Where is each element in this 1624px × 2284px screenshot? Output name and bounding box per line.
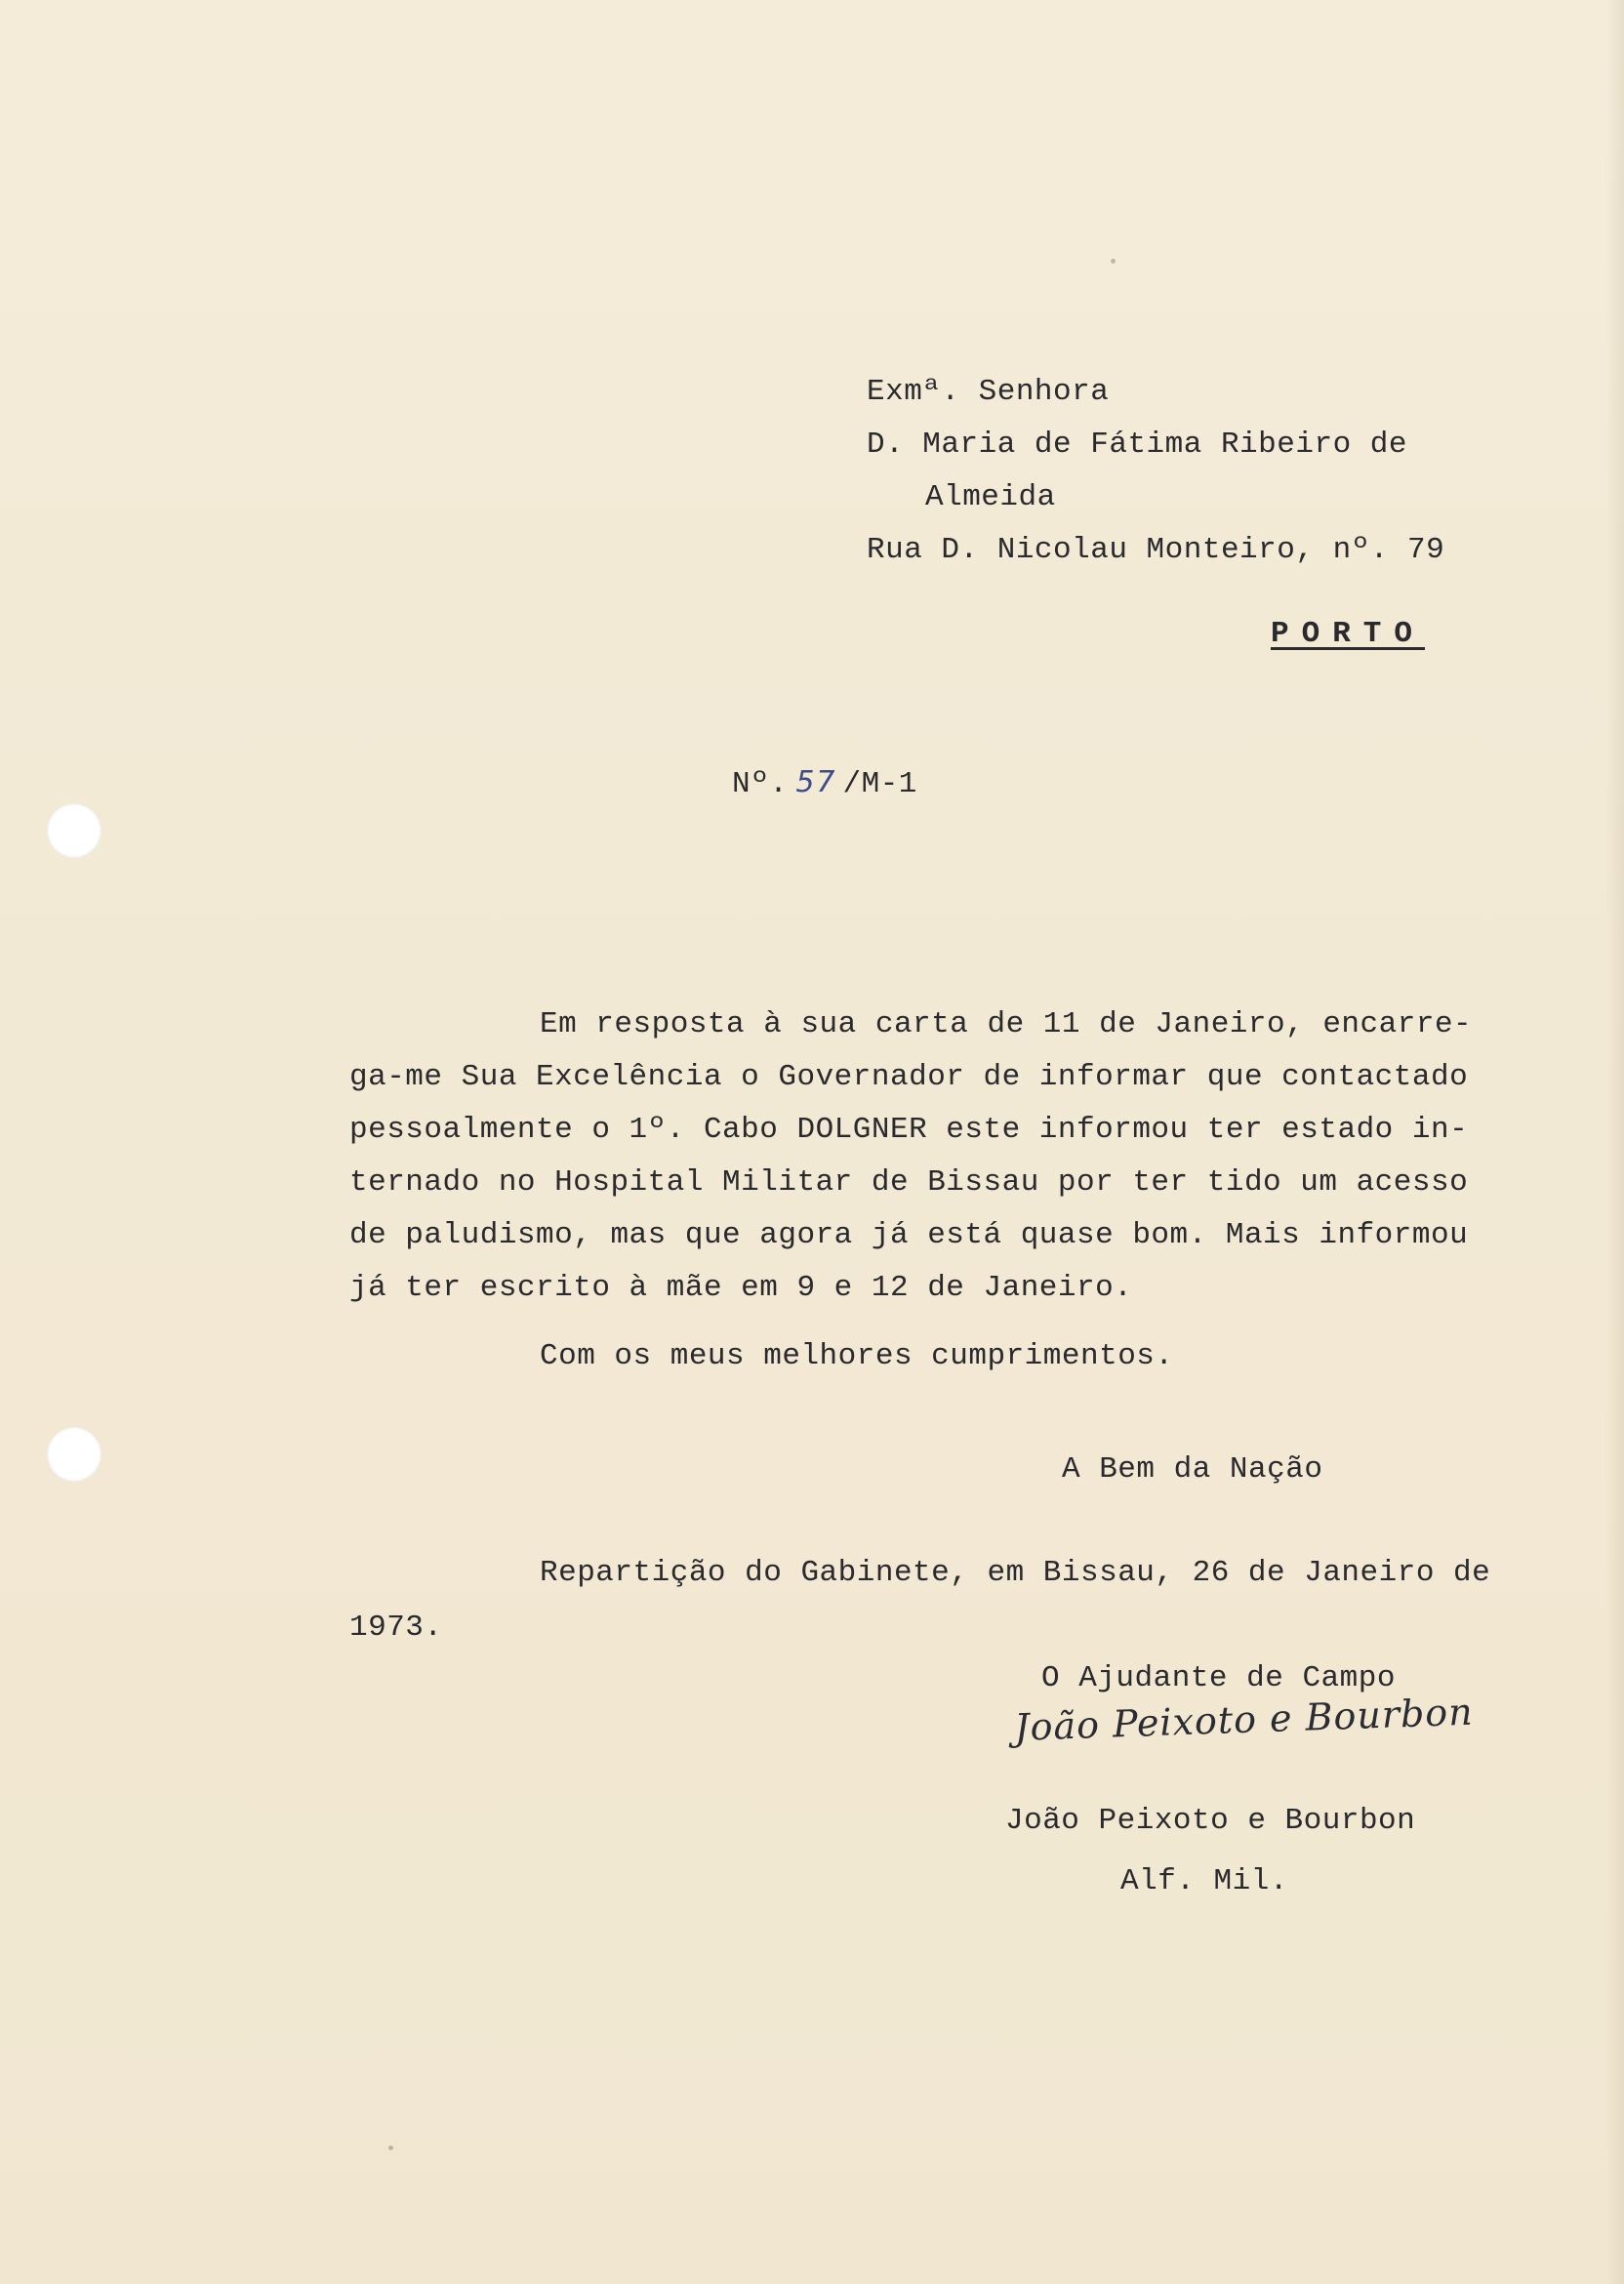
paper-speck xyxy=(388,2145,393,2150)
reference-prefix: Nº. xyxy=(732,767,789,801)
body-line: de paludismo, mas que agora já está quase bom. Mais informou xyxy=(349,1218,1469,1252)
signatory-rank: Alf. Mil. xyxy=(1120,1864,1288,1898)
salute-line: A Bem da Nação xyxy=(1062,1452,1323,1487)
signatory-name: João Peixoto e Bourbon xyxy=(1005,1804,1416,1838)
reference-suffix: /M-1 xyxy=(842,767,917,801)
page-edge-shadow xyxy=(1606,0,1624,2284)
body-line: pessoalmente o 1º. Cabo DOLGNER este informou ter estado in- xyxy=(349,1113,1469,1147)
recipient-street: Rua D. Nicolau Monteiro, nº. 79 xyxy=(867,533,1445,567)
recipient-name-line-1: D. Maria de Fátima Ribeiro de xyxy=(867,428,1407,462)
body-line: ternado no Hospital Militar de Bissau por ter tido um acesso xyxy=(349,1165,1469,1200)
place-date-year: 1973. xyxy=(349,1611,443,1645)
recipient-city: PORTO xyxy=(1271,617,1426,651)
closing-line: Com os meus melhores cumprimentos. xyxy=(540,1339,1174,1373)
place-date-line: Repartição do Gabinete, em Bissau, 26 de Janeiro de xyxy=(540,1556,1491,1590)
punch-hole-bottom xyxy=(47,1427,102,1482)
recipient-salutation: Exmª. Senhora xyxy=(867,375,1110,409)
body-line: ga-me Sua Excelência o Governador de informar que contactado xyxy=(349,1060,1469,1094)
signatory-title: O Ajudante de Campo xyxy=(1041,1661,1396,1695)
punch-hole-top xyxy=(47,803,102,858)
paper-speck xyxy=(1111,259,1116,264)
body-line: já ter escrito à mãe em 9 e 12 de Janeiro. xyxy=(349,1271,1133,1305)
handwritten-signature: João Peixoto e Bourbon xyxy=(1013,1690,1475,1749)
reference-number xyxy=(732,763,917,804)
recipient-name-line-2: Almeida xyxy=(925,480,1056,514)
body-line: Em resposta à sua carta de 11 de Janeiro, encarre- xyxy=(540,1007,1473,1041)
reference-handwritten-number: 57 xyxy=(795,765,837,799)
